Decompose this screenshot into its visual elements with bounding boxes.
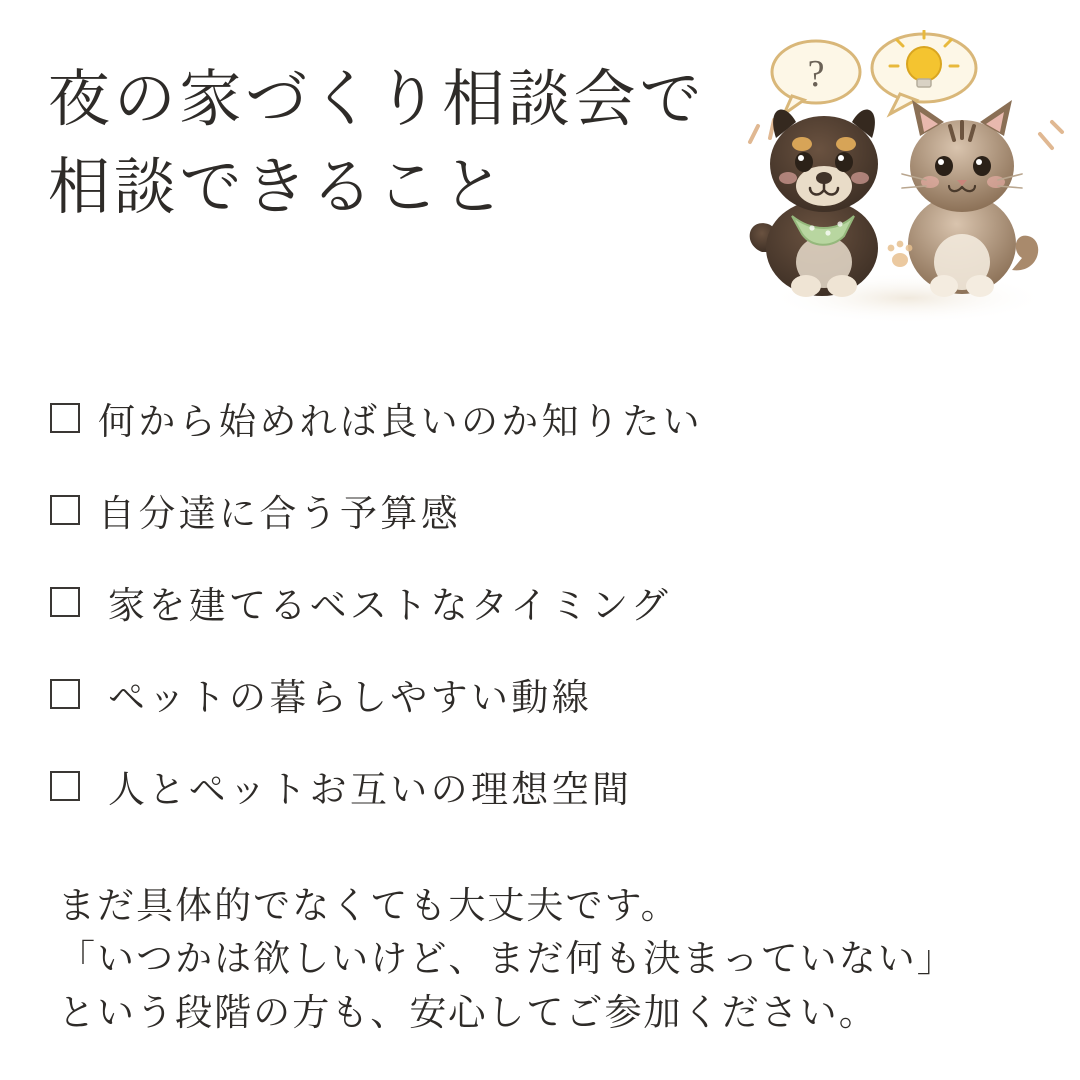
checkbox-icon[interactable] — [50, 771, 80, 801]
question-mark-icon: ? — [807, 53, 825, 95]
closing-paragraph — [58, 880, 1038, 1040]
lightbulb-bubble — [872, 31, 976, 114]
list-item[interactable] — [50, 464, 990, 556]
list-item-label: 何から始めれば良いのか知りたい — [98, 402, 703, 443]
closing-line-1: まだ具体的でなくても大丈夫です。 — [58, 886, 680, 927]
closing-line-3: という段階の方も、安心してご参加ください。 — [58, 992, 878, 1034]
page-title — [48, 56, 808, 232]
list-item-label: 家を建てるベストなタイミング — [108, 586, 672, 627]
checkbox-icon[interactable] — [50, 495, 80, 525]
checkbox-icon[interactable] — [50, 403, 80, 433]
question-mark-bubble — [772, 41, 860, 114]
list-item[interactable] — [50, 648, 990, 740]
checkbox-icon[interactable] — [50, 587, 80, 617]
page-title-line-1: 夜の家づくり相談会で — [48, 66, 706, 134]
closing-line-2: 「いつかは欲しいけど、まだ何も決まっていない」 — [58, 939, 956, 981]
checklist — [50, 372, 990, 832]
list-item-label: ペットの暮らしやすい動線 — [108, 678, 592, 719]
page-title-line-2: 相談できること — [48, 154, 509, 223]
puppy-and-kitten-illustration — [740, 30, 1070, 330]
list-item[interactable] — [50, 740, 990, 832]
list-item[interactable] — [50, 372, 990, 464]
list-item-label: 人とペットお互いの理想空間 — [108, 770, 633, 811]
list-item[interactable] — [50, 556, 990, 648]
checkbox-icon[interactable] — [50, 679, 80, 709]
list-item-label: 自分達に合う予算感 — [98, 494, 461, 535]
kitten-figure — [902, 100, 1038, 297]
